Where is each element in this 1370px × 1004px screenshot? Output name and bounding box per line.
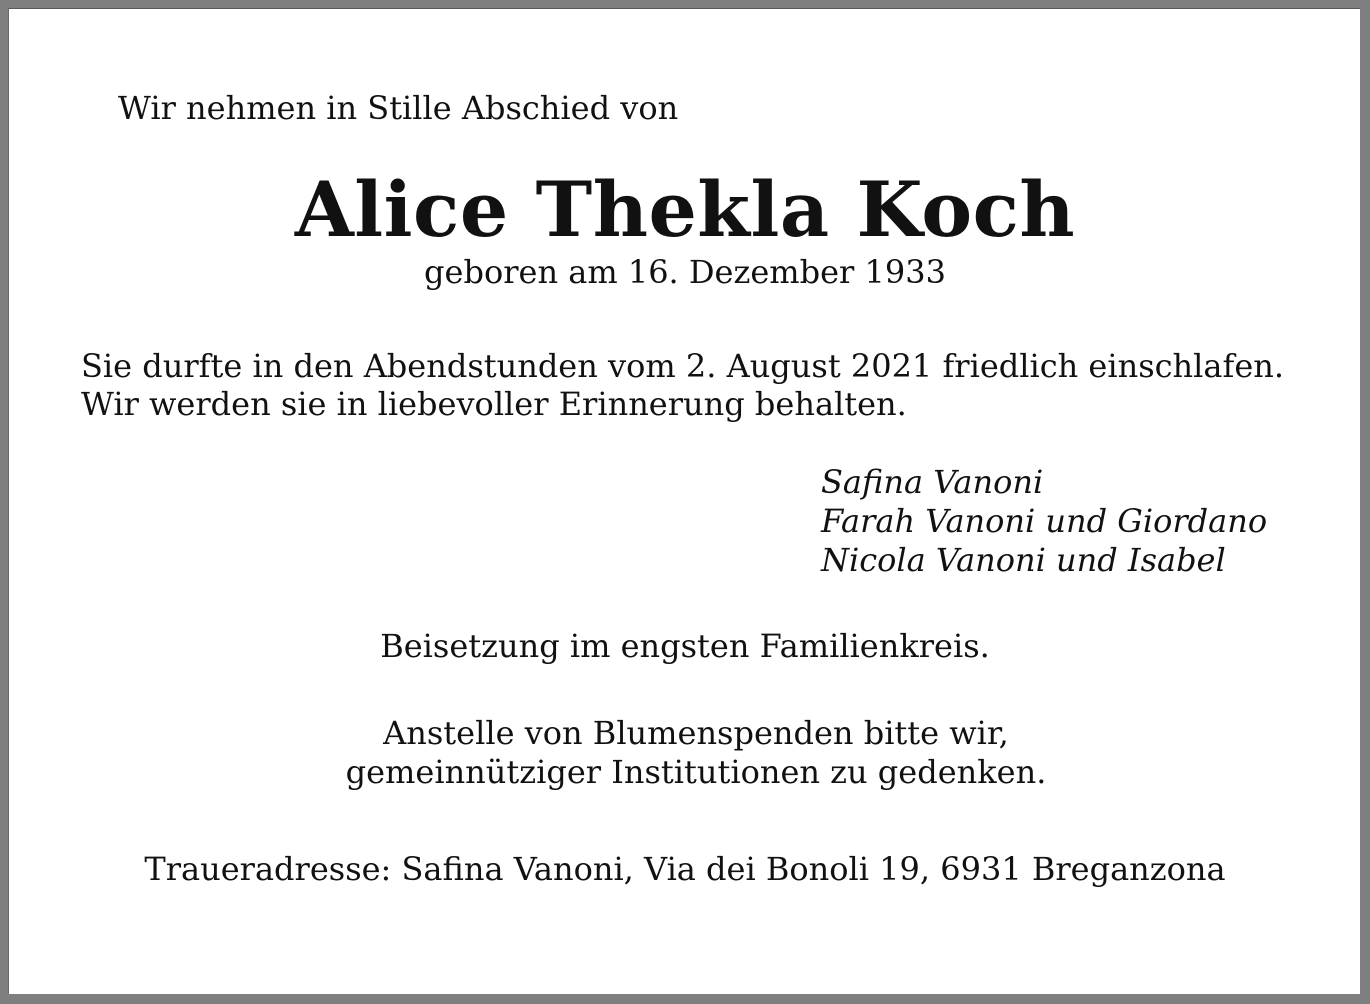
donation-line: Anstelle von Blumenspenden bitte wir, bbox=[383, 714, 1009, 752]
mourners-list bbox=[821, 463, 1267, 580]
donation-line: gemeinnütziger Institutionen zu gedenken. bbox=[345, 753, 1047, 791]
donation-note bbox=[9, 714, 1370, 792]
obituary-notice bbox=[8, 8, 1360, 994]
burial-note: Beisetzung im engsten Familienkreis. bbox=[380, 627, 990, 665]
message-block bbox=[81, 347, 1284, 423]
message-line: Sie durfte in den Abendstunden vom 2. August 2021 friedlich einschlafen. bbox=[81, 347, 1285, 385]
deceased-name: Alice Thekla Koch bbox=[294, 165, 1076, 254]
message-line: Wir werden sie in liebevoller Erinnerung behalten. bbox=[81, 385, 907, 423]
mourner-name: Safina Vanoni bbox=[821, 463, 1044, 501]
birth-date: geboren am 16. Dezember 1933 bbox=[424, 253, 946, 291]
mourning-address: Traueradresse: Safina Vanoni, Via dei Bonoli 19, 6931 Breganzona bbox=[144, 850, 1226, 888]
mourner-name: Nicola Vanoni und Isabel bbox=[821, 541, 1226, 579]
intro-text: Wir nehmen in Stille Abschied von bbox=[118, 89, 679, 127]
mourner-name: Farah Vanoni und Giordano bbox=[821, 502, 1268, 540]
